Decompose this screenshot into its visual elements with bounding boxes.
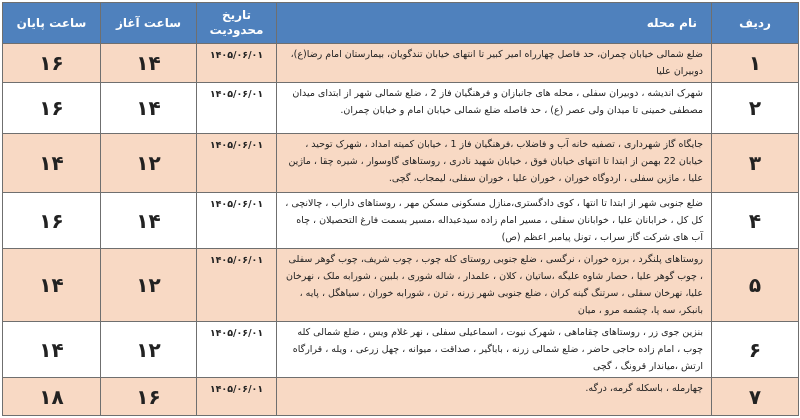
row-number: ۷ — [712, 378, 799, 416]
end-time: ۱۶ — [3, 193, 101, 249]
row-number: ۳ — [712, 134, 799, 193]
header-start-time: ساعت آغاز — [101, 3, 197, 44]
start-time: ۱۴ — [101, 44, 197, 83]
header-date — [197, 3, 277, 44]
start-time: ۱۲ — [101, 134, 197, 193]
end-time: ۱۶ — [3, 83, 101, 134]
start-time: ۱۶ — [101, 378, 197, 416]
end-time: ۱۸ — [3, 378, 101, 416]
start-time: ۱۴ — [101, 83, 197, 134]
header-area-name: نام محله — [277, 3, 712, 44]
restriction-date: ۱۴۰۵/۰۶/۰۱ — [197, 134, 277, 193]
header-row-number: ردیف — [712, 3, 799, 44]
restriction-date: ۱۴۰۵/۰۶/۰۱ — [197, 249, 277, 322]
end-time: ۱۴ — [3, 249, 101, 322]
area-name: چهارمله ، باسکله گرمه، درگه. — [277, 378, 712, 416]
end-time: ۱۴ — [3, 134, 101, 193]
row-number: ۴ — [712, 193, 799, 249]
area-name: ضلع شمالی خیابان چمران، حد فاصل چهارراه امیر کبیر تا انتهای خیابان تندگویان، بیمارستان امام رضا(ع)، دوبیران علیا — [277, 44, 712, 83]
start-time: ۱۴ — [101, 193, 197, 249]
table-row — [3, 193, 799, 249]
restriction-date: ۱۴۰۵/۰۶/۰۱ — [197, 322, 277, 378]
header-end-time: ساعت پایان — [3, 3, 101, 44]
row-number: ۱ — [712, 44, 799, 83]
schedule-table — [2, 2, 799, 416]
end-time: ۱۴ — [3, 322, 101, 378]
area-name: بنزین جوی زر ، روستاهای چقاماهی ، شهرک نیوت ، اسماعیلی سفلی ، نهر غلام ویس ، ضلع شمالی کله چوب ، امام زاده حاجی حاضر ، ضلع شمالی زرنه ، باباگیر ، صداقت ، میوانه ، چهل زرعی ، ویله ، قرارگاه ارتش ،میاندار قرونگ ، گچی — [277, 322, 712, 378]
area-name: شهرک اندیشه ، دوبیران سفلی ، محله های جانبازان و فرهنگیان فاز 2 ، ضلع شمالی شهر از ابتدای میدان مصطفی خمینی تا میدان ولی عصر (ع) ، حد فاصله ضلع شمالی خیابان امام و خیابان چمران. — [277, 83, 712, 134]
table-row — [3, 249, 799, 322]
table-row — [3, 134, 799, 193]
row-number: ۵ — [712, 249, 799, 322]
area-name: ضلع جنوبی شهر از ابتدا تا انتها ، کوی دادگستری،منازل مسکونی مسکن مهر ، روستاهای داراب ، چالانچی ، کل کل ، خرابانان علیا ، خوابانان سفلی ، مسیر امام زاده سیدعبداله ،مسیر بسمت فارغ التحصیلان ، چاه آب های شرکت گاز سراب ، تونل پیامبر اعظم (ص) — [277, 193, 712, 249]
row-number: ۲ — [712, 83, 799, 134]
start-time: ۱۲ — [101, 322, 197, 378]
restriction-date: ۱۴۰۵/۰۶/۰۱ — [197, 83, 277, 134]
table-row — [3, 378, 799, 416]
table-row — [3, 83, 799, 134]
restriction-date: ۱۴۰۵/۰۶/۰۱ — [197, 378, 277, 416]
area-name: روستاهای پلنگرد ، برزه خوران ، نرگسی ، ضلع جنوبی روستای کله چوب ، چوب شریف، چوب گوهر سفلی ، چوب گوهر علیا ، حصار شاوه علیگه ،ساتیان ، کلان ، علمدار ، شاله شوری ، بلبین ، شورابه ملک ، نهرخان علیا، نهرخان سفلی ، سرتنگ گینه کران ، ضلع جنوبی شهر زرنه ، ترن ، شورابه خوران ، سیاهگل ، پایه ، بانبکر، سه پا، چشمه مرو ، میان — [277, 249, 712, 322]
outage-schedule — [2, 2, 798, 416]
restriction-date: ۱۴۰۵/۰۶/۰۱ — [197, 193, 277, 249]
row-number: ۶ — [712, 322, 799, 378]
start-time: ۱۲ — [101, 249, 197, 322]
restriction-date: ۱۴۰۵/۰۶/۰۱ — [197, 44, 277, 83]
header-row — [3, 3, 799, 44]
table-row — [3, 322, 799, 378]
area-name: جایگاه گاز شهرداری ، تصفیه خانه آب و فاضلاب ،فرهنگیان فاز 1 ، خیابان کمیته امداد ، شهرک توحید ، خیابان 22 بهمن از ابتدا تا انتهای خیابان فوق ، خیابان شهید نادری ، روستاهای گاوسوار ، شیره چقا ، ماژین علیا ، ماژین سفلی ، اردوگاه خوران ، خوران علیا ، خوران سفلی، لیمجاب، گچی. — [277, 134, 712, 193]
table-row — [3, 44, 799, 83]
header-date-label: تاریخ محدودیت — [209, 8, 264, 37]
end-time: ۱۶ — [3, 44, 101, 83]
